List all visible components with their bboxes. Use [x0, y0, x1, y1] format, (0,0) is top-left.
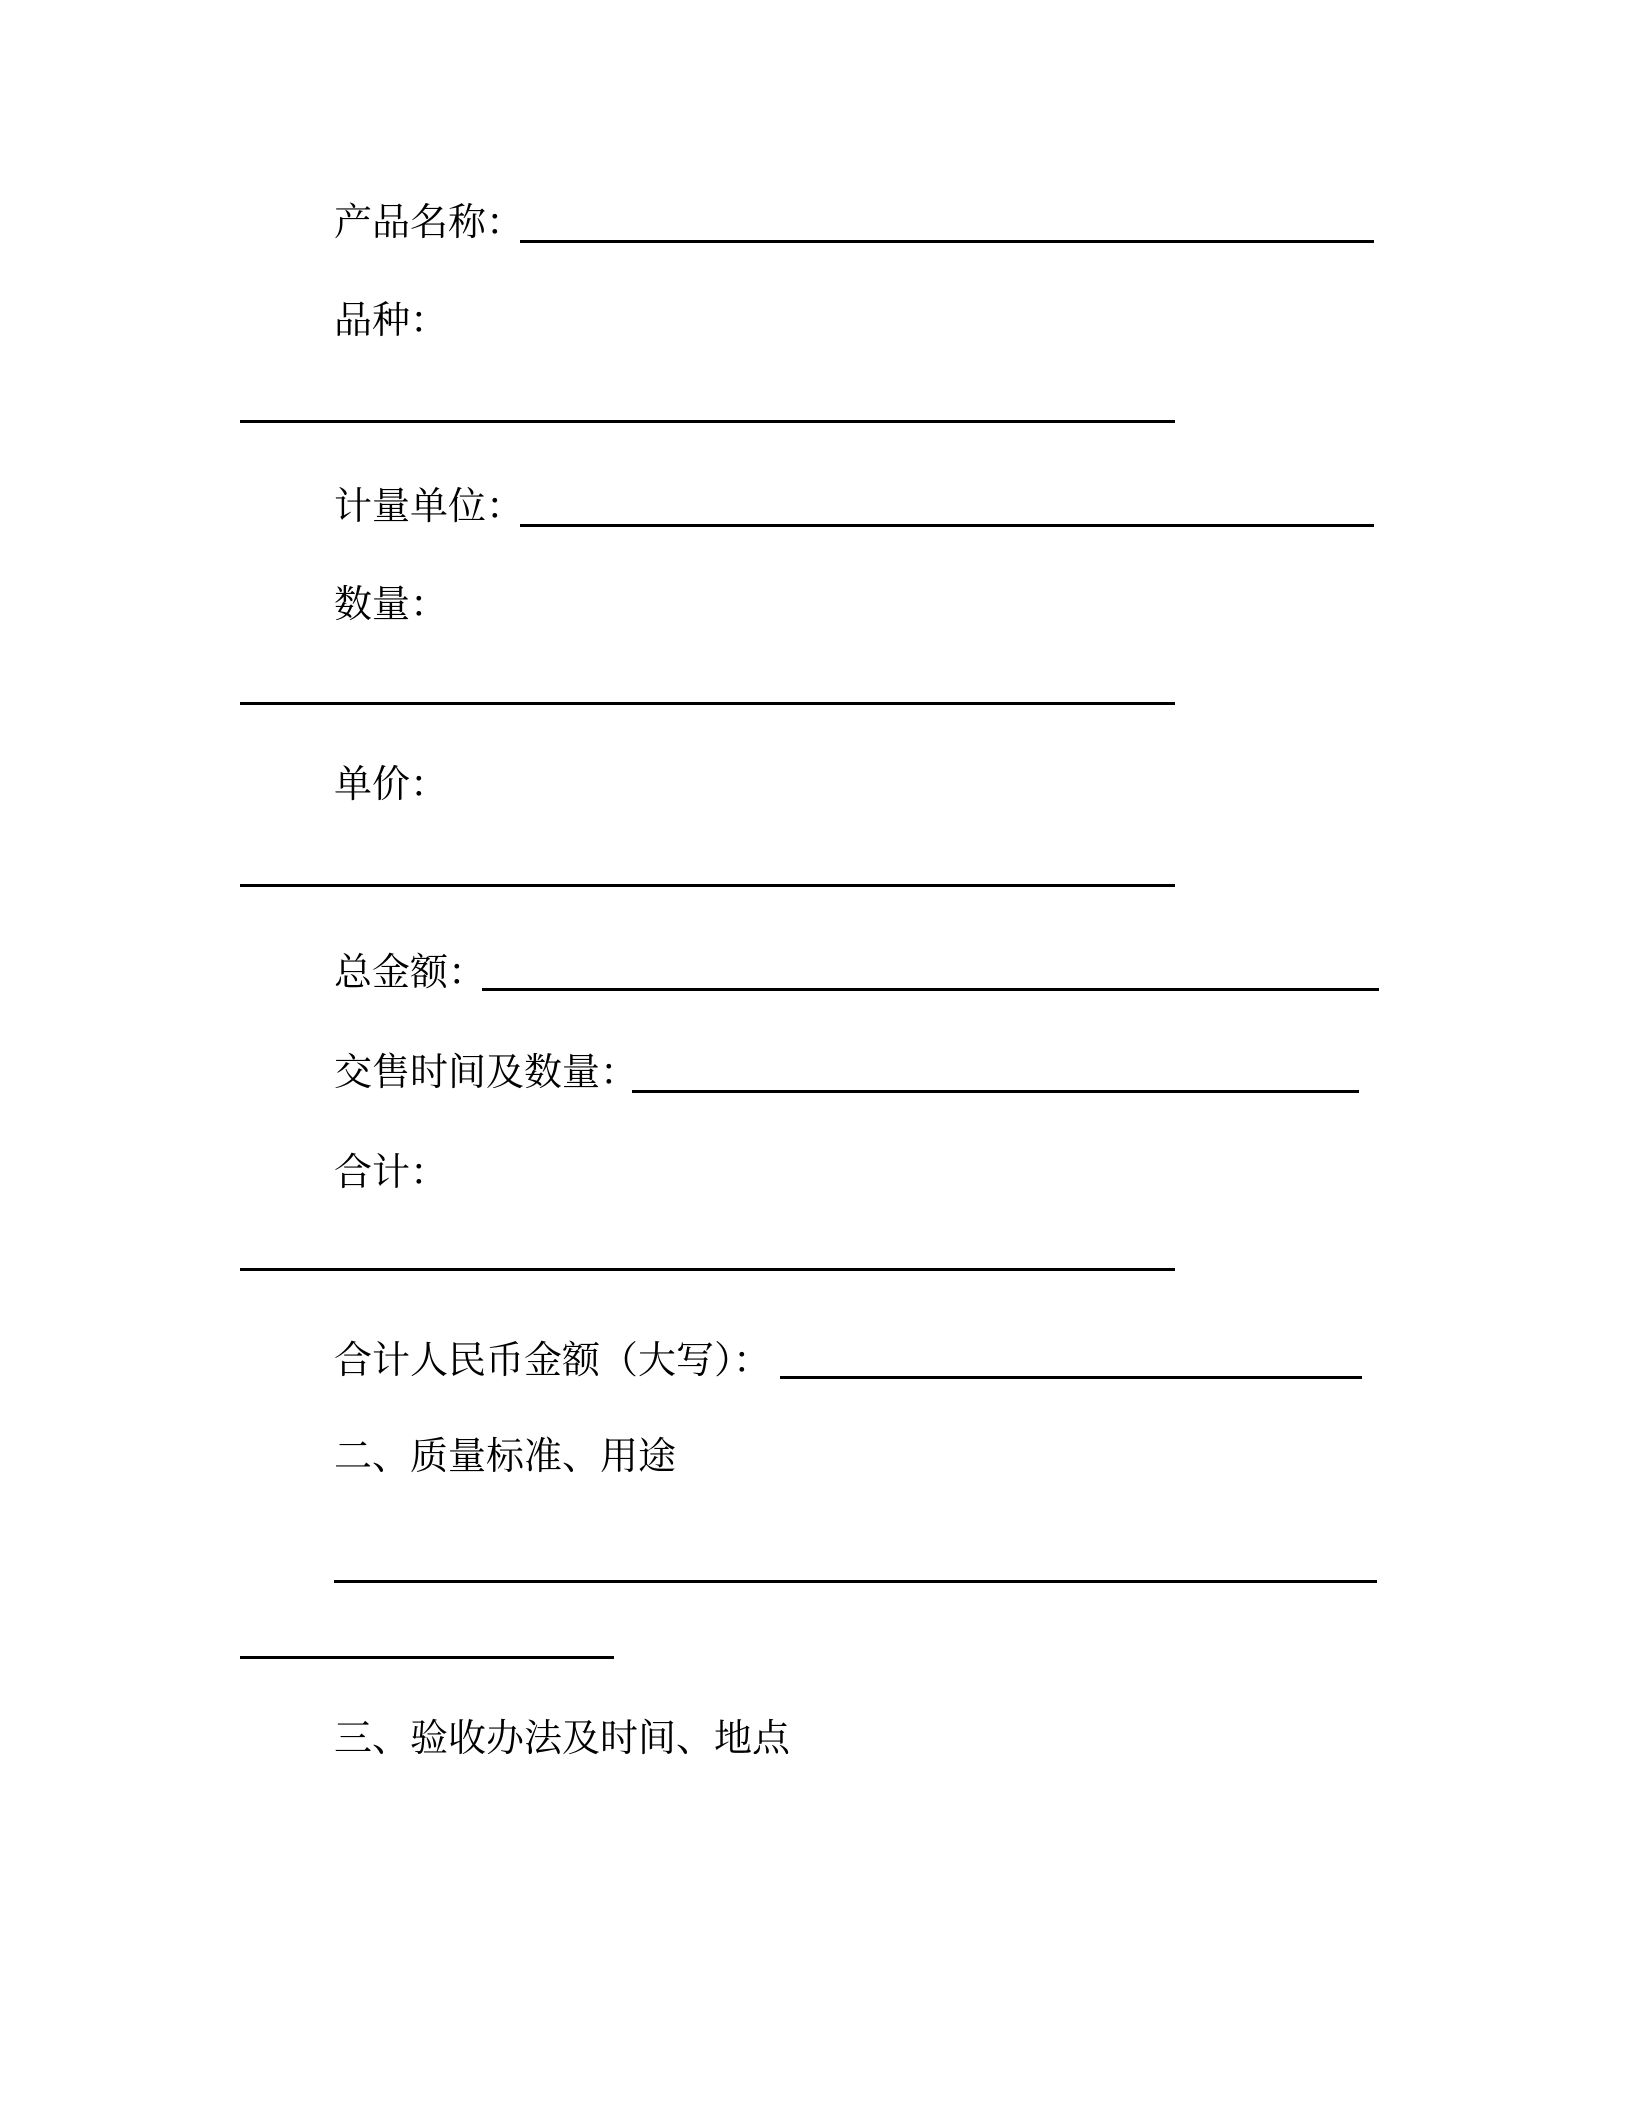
- delivery-time-qty-blank[interactable]: [632, 1090, 1359, 1093]
- total-rmb-upper-label: 合计人民币金额（大写）：: [334, 1338, 772, 1382]
- quantity-blank[interactable]: [240, 702, 1175, 705]
- unit-label: 计量单位：: [334, 484, 525, 528]
- total-rmb-upper-blank[interactable]: [780, 1376, 1362, 1379]
- total-amount-blank[interactable]: [482, 988, 1379, 991]
- product-name-label: 产品名称：: [334, 200, 525, 244]
- product-name-blank[interactable]: [520, 240, 1374, 243]
- delivery-time-qty-label: 交售时间及数量：: [334, 1050, 639, 1094]
- unit-blank[interactable]: [520, 524, 1374, 527]
- variety-label: 品种：: [334, 298, 449, 342]
- unit-price-blank[interactable]: [240, 884, 1175, 887]
- section-acceptance-heading: 三、验收办法及时间、地点: [334, 1716, 791, 1760]
- total-label: 合计：: [334, 1150, 449, 1194]
- total-blank[interactable]: [240, 1268, 1175, 1271]
- variety-blank[interactable]: [240, 420, 1175, 423]
- quantity-label: 数量：: [334, 582, 449, 626]
- section-quality-heading: 二、质量标准、用途: [334, 1434, 677, 1478]
- quality-blank-line-2[interactable]: [240, 1656, 614, 1659]
- unit-price-label: 单价：: [334, 762, 449, 806]
- total-amount-label: 总金额：: [334, 950, 487, 994]
- quality-blank-line-1[interactable]: [334, 1580, 1377, 1583]
